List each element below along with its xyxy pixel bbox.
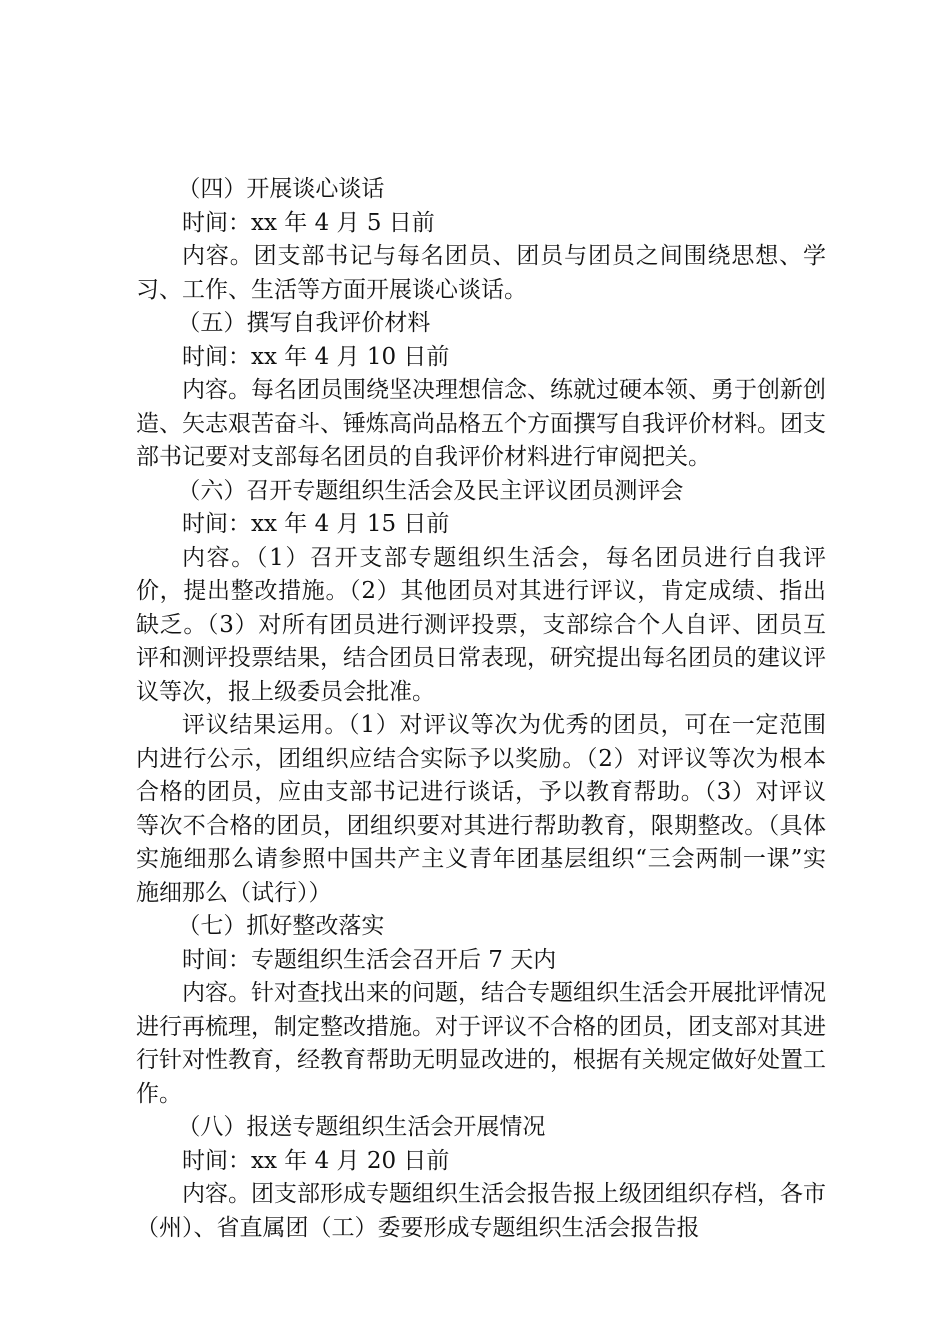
section-paragraph: 内容。针对查找出来的问题，结合专题组织生活会开展批评情况进行再梳理，制定整改措施。对于评议不合格的团员，团支部对其进行针对性教育，经教育帮助无明显改进的，根据有关规定做好处置工作。 — [136, 980, 826, 1107]
section-time: 时间：xx 年 4 月 5 日前 — [182, 209, 435, 236]
section-heading: （六）召开专题组织生活会及民主评议团员测评会 — [177, 477, 684, 504]
section-heading: （八）报送专题组织生活会开展情况 — [177, 1114, 546, 1140]
section-paragraph: 内容。每名团员围绕坚决理想信念、练就过硬本领、勇于创新创造、矢志艰苦奋斗、锤炼高尚品格五个方面撰写自我评价材料。团支部书记要对支部每名团员的自我评价材料进行审阅把关。 — [136, 377, 826, 470]
section-paragraph: 内容。（1）召开支部专题组织生活会，每名团员进行自我评价，提出整改措施。（2）其他团员对其进行评议，肯定成绩、指出缺乏。（3）对所有团员进行测评投票，支部综合个人自评、团员互评和测评投票结果，结合团员日常表现，研究提出每名团员的建议评议等次，报上级委员会批准。 — [136, 544, 826, 705]
section-time: 时间：xx 年 4 月 15 日前 — [182, 511, 450, 537]
section-heading: （七）抓好整改落实 — [177, 913, 385, 939]
section-paragraph: 内容。团支部书记与每名团员、团员与团员之间围绕思想、学习、工作、生活等方面开展谈心谈话。 — [136, 243, 826, 303]
section-paragraph: 评议结果运用。（1）对评议等次为优秀的团员，可在一定范围内进行公示，团组织应结合实际予以奖励。（2）对评议等次为根本合格的团员，应由支部书记进行谈话，予以教育帮助。（3）对评议等次不合格的团员，团组织要对其进行帮助教育，限期整改。（具体实施细那么请参照中国共产主义青年团基层组织“三会两制一课”实施细那么（试行）） — [136, 712, 826, 906]
section-time: 时间：专题组织生活会召开后 7 天内 — [182, 946, 557, 973]
document-body — [136, 173, 826, 1245]
section-paragraph: 内容。团支部形成专题组织生活会报告报上级团组织存档，各市（州）、省直属团（工）委要形成专题组织生活会报告报 — [136, 1181, 826, 1241]
section-heading: （四）开展谈心谈话 — [177, 176, 385, 202]
section-time: 时间：xx 年 4 月 20 日前 — [182, 1147, 450, 1174]
section-time: 时间：xx 年 4 月 10 日前 — [182, 343, 450, 370]
section-heading: （五）撰写自我评价材料 — [177, 310, 431, 336]
